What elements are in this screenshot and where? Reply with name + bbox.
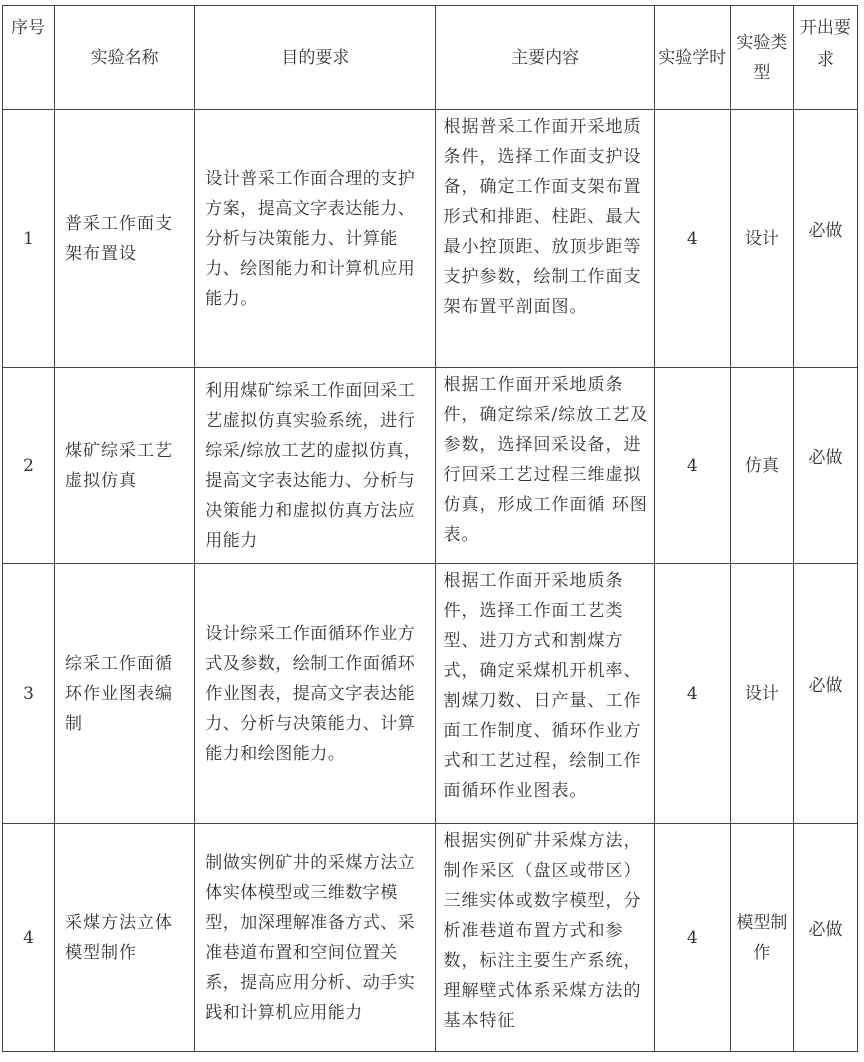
row-type: 仿真 [730, 368, 793, 564]
row-goal: 利用煤矿综采工作面回采工艺虚拟仿真实验系统，进行综采/综放工艺的虚拟仿真，提高文字表达能力、分析与决策能力和虚拟仿真方法应用能力 [195, 368, 436, 564]
row-requirement [793, 824, 857, 1052]
header-no: 序号 [3, 6, 55, 110]
row-type: 设计 [730, 564, 793, 824]
header-requirement: 开出要求 [793, 6, 857, 110]
row-type: 设计 [730, 110, 793, 368]
row-requirement [793, 110, 857, 368]
row-content: 根据工作面开采地质条件，选择工作面工艺类型、进刀方式和割煤方式，确定采煤机开机率、割煤刀数、日产量、工作面工作制度、循环作业方式和工艺过程，绘制工作面循环作业图表。 [436, 564, 654, 824]
row-goal: 设计普采工作面合理的支护方案，提高文字表达能力、分析与决策能力、计算能力、绘图能力和计算机应用能力。 [195, 110, 436, 368]
header-goal: 目的要求 [195, 6, 436, 110]
row-content: 根据实例矿井采煤方法，制作采区（盘区或带区）三维实体或数字模型，分析准巷道布置方式和参数，标注主要生产系统，理解壁式体系采煤方法的基本特征 [436, 824, 654, 1052]
row-no: 3 [3, 564, 55, 824]
row-requirement-text: 必做 [808, 675, 843, 696]
row-name: 采煤方法立体模型制作 [55, 824, 195, 1052]
table-row [3, 824, 858, 1052]
header-hours: 实验学时 [654, 6, 730, 110]
row-content: 根据普采工作面开采地质条件，选择工作面支护设备，确定工作面支架布置形式和排距、柱距、最大最小控顶距、放顶步距等支护参数，绘制工作面支架布置平剖面图。 [436, 110, 654, 368]
row-hours: 4 [654, 564, 730, 824]
row-no: 2 [3, 368, 55, 564]
header-type: 实验类型 [730, 6, 793, 110]
row-hours: 4 [654, 368, 730, 564]
row-hours: 4 [654, 110, 730, 368]
header-name: 实验名称 [55, 6, 195, 110]
row-content: 根据工作面开采地质条件，确定综采/综放工艺及参数，选择回采设备，进行回采工艺过程三维虚拟仿真，形成工作面循 环图表。 [436, 368, 654, 564]
header-row [3, 6, 858, 110]
row-requirement-text: 必做 [808, 919, 843, 940]
row-name: 煤矿综采工艺虚拟仿真 [55, 368, 195, 564]
row-hours: 4 [654, 824, 730, 1052]
row-type: 模型制作 [730, 824, 793, 1052]
experiment-table [2, 5, 858, 1052]
row-no: 4 [3, 824, 55, 1052]
header-content: 主要内容 [436, 6, 654, 110]
row-no: 1 [3, 110, 55, 368]
row-name: 普采工作面支架布置设 [55, 110, 195, 368]
row-name: 综采工作面循环作业图表编制 [55, 564, 195, 824]
table-row [3, 564, 858, 824]
row-goal: 制做实例矿井的采煤方法立体实体模型或三维数字模型，加深理解准备方式、采准巷道布置和空间位置关系，提高应用分析、动手实践和计算机应用能力 [195, 824, 436, 1052]
table-row [3, 110, 858, 368]
row-requirement [793, 564, 857, 824]
row-requirement [793, 368, 857, 564]
table-row [3, 368, 858, 564]
row-requirement-text: 必做 [808, 220, 843, 241]
row-goal: 设计综采工作面循环作业方式及参数，绘制工作面循环作业图表，提高文字表达能力、分析与决策能力、计算能力和绘图能力。 [195, 564, 436, 824]
row-requirement-text: 必做 [808, 447, 843, 468]
